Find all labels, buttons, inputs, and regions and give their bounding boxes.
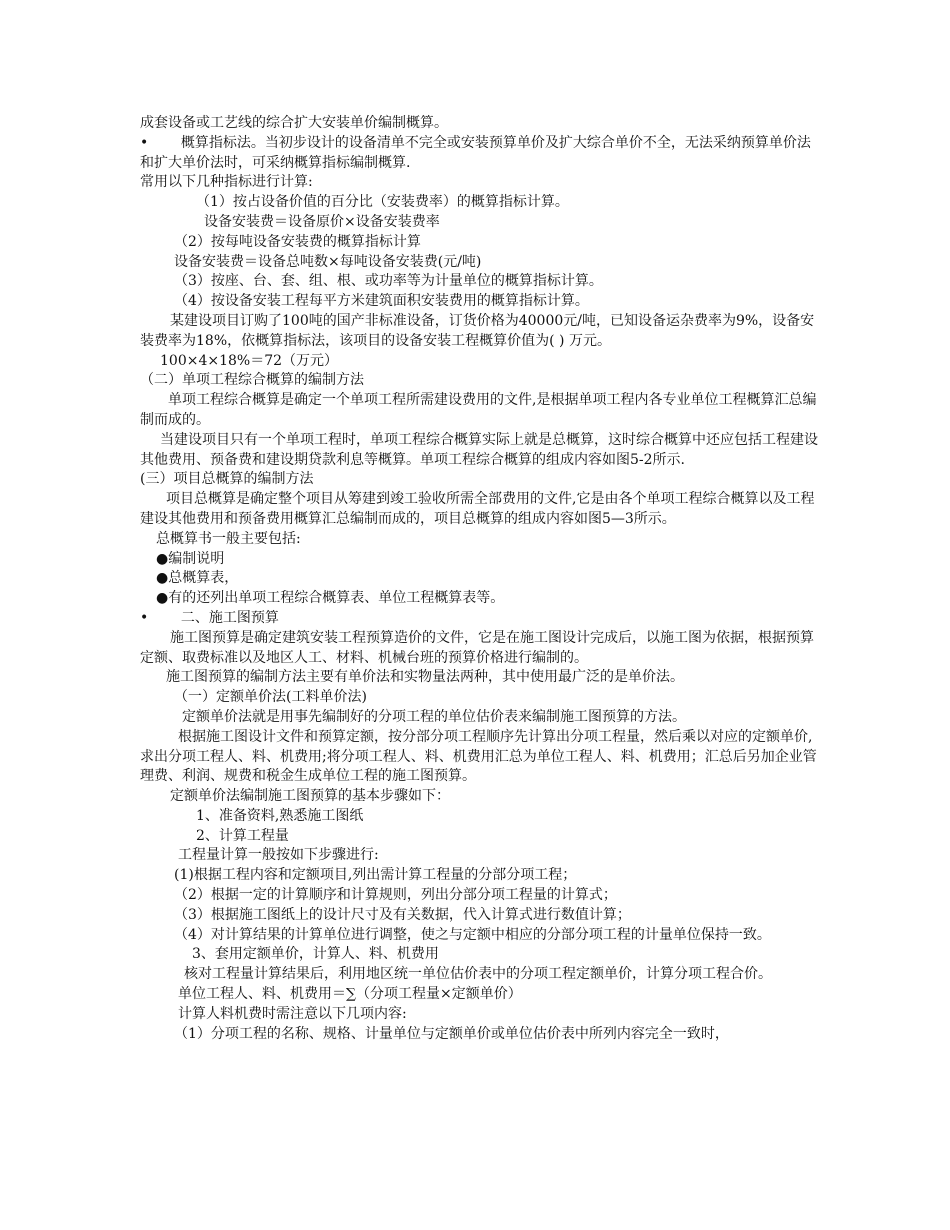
- document-paragraph: [140, 668, 820, 688]
- document-paragraph: [140, 173, 820, 193]
- document-paragraph: [140, 312, 820, 352]
- paragraph-text: 1、准备资料,熟悉施工图纸: [196, 807, 364, 824]
- paragraph-text: (三）项目总概算的编制方法: [140, 471, 314, 488]
- document-paragraph: [140, 371, 820, 391]
- paragraph-text: ●有的还列出单项工程综合概算表、单位工程概算表等。: [156, 590, 505, 607]
- document-paragraph: [140, 352, 820, 372]
- document-body: [140, 114, 820, 1044]
- paragraph-text: 3、套用定额单价，计算人、料、机费用: [192, 946, 439, 963]
- document-paragraph: [140, 391, 820, 431]
- document-paragraph: [140, 827, 820, 847]
- document-paragraph: [140, 926, 820, 946]
- paragraph-text: （1）分项工程的名称、规格、计量单位与定额单价或单位估价表中所列内容完全一致时，: [174, 1025, 729, 1042]
- document-paragraph: [140, 906, 820, 926]
- paragraph-text: （1）按占设备价值的百分比（安装费率）的概算指标计算。: [196, 194, 569, 211]
- paragraph-text: 总概算书一般主要包括:: [156, 530, 301, 547]
- bullet-marker: •: [140, 134, 149, 151]
- document-paragraph: [140, 431, 820, 471]
- paragraph-text: （一）定额单价法(工料单价法): [174, 689, 367, 706]
- paragraph-text: 概算指标法。当初步设计的设备清单不完全或安装预算单价及扩大综合单价不全，无法采纳预算单价法和扩大单价法时，可采纳概算指标编制概算.: [140, 134, 811, 171]
- document-paragraph: [140, 272, 820, 292]
- document-paragraph: [140, 589, 820, 609]
- paragraph-text: 定额单价法编制施工图预算的基本步骤如下：: [170, 788, 450, 805]
- paragraph-text: 计算人料机费时需注意以下几项内容:: [178, 1005, 407, 1022]
- document-paragraph: [140, 886, 820, 906]
- paragraph-text: ●编制说明: [156, 550, 225, 567]
- paragraph-text: （3）根据施工图纸上的设计尺寸及有关数据，代入计算式进行数值计算；: [174, 906, 631, 923]
- document-paragraph: [140, 629, 820, 669]
- paragraph-text: 当建设项目只有一个单项工程时，单项工程综合概算实际上就是总概算，这时综合概算中还应包括工程建设其他费用、预备费和建设期贷款利息等概算。单项工程综合概算的组成内容如图5-2所示.: [140, 431, 818, 468]
- document-paragraph: [140, 708, 820, 728]
- paragraph-text: 核对工程量计算结果后，利用地区统一单位估价表中的分项工程定额单价，计算分项工程合价。: [184, 966, 772, 983]
- paragraph-text: （4）对计算结果的计算单位进行调整，使之与定额中相应的分部分项工程的计量单位保持一致。: [174, 926, 771, 943]
- document-paragraph: [140, 866, 820, 886]
- bullet-marker: •: [140, 609, 149, 626]
- document-paragraph: [140, 965, 820, 985]
- paragraph-text: 2、计算工程量: [196, 827, 289, 844]
- paragraph-text: （二）单项工程综合概算的编制方法: [140, 372, 364, 389]
- paragraph-text: 定额单价法就是用事先编制好的分项工程的单位估价表来编制施工图预算的方法。: [182, 708, 686, 725]
- paragraph-text: （4）按设备安装工程每平方米建筑面积安装费用的概算指标计算。: [174, 293, 589, 310]
- document-paragraph: [140, 233, 820, 253]
- paragraph-text: （3）按座、台、套、组、根、或功率等为计量单位的概算指标计算。: [174, 273, 603, 290]
- document-paragraph: [140, 470, 820, 490]
- paragraph-text: 常用以下几种指标进行计算:: [140, 174, 313, 191]
- document-paragraph: [140, 530, 820, 550]
- paragraph-text: 成套设备或工艺线的综合扩大安装单价编制概算。: [140, 115, 448, 131]
- paragraph-text: 单位工程人、料、机费用＝∑（分项工程量×定额单价）: [178, 986, 522, 1003]
- paragraph-text: （2）按每吨设备安装费的概算指标计算: [174, 233, 421, 250]
- paragraph-text: 二、施工图预算: [180, 609, 279, 626]
- document-paragraph: [140, 609, 820, 629]
- document-paragraph: [140, 490, 820, 530]
- document-paragraph: [140, 569, 820, 589]
- document-paragraph: [140, 985, 820, 1005]
- document-paragraph: [140, 787, 820, 807]
- paragraph-text: (1)根据工程内容和定额项目,列出需计算工程量的分部分项工程；: [174, 867, 577, 884]
- paragraph-text: ●总概算表，: [156, 570, 239, 587]
- document-paragraph: [140, 688, 820, 708]
- document-paragraph: [140, 1025, 820, 1045]
- paragraph-text: 单项工程综合概算是确定一个单项工程所需建设费用的文件,是根据单项工程内各专业单位工程概算汇总编制而成的。: [140, 392, 817, 428]
- document-paragraph: [140, 945, 820, 965]
- document-paragraph: [140, 253, 820, 273]
- document-paragraph: [140, 292, 820, 312]
- document-paragraph: [140, 846, 820, 866]
- paragraph-text: （2）根据一定的计算顺序和计算规则，列出分部分项工程量的计算式；: [174, 887, 617, 904]
- paragraph-text: 施工图预算是确定建筑安装工程预算造价的文件，它是在施工图设计完成后，以施工图为依据，根据预算定额、取费标准以及地区人工、材料、机械台班的预算价格进行编制的。: [140, 629, 814, 666]
- document-paragraph: [140, 193, 820, 213]
- document-paragraph: [140, 807, 820, 827]
- document-paragraph: [140, 550, 820, 570]
- paragraph-text: 根据施工图设计文件和预算定额，按分部分项工程顺序先计算出分项工程量，然后乘以对应的定额单价,求出分项工程人、料、机费用;将分项工程人、料、机费用汇总为单位工程人、料、机费用；汇总后另加企业管理费、利润、规费和税金生成单位工程的施工图预算。: [140, 728, 817, 785]
- document-paragraph: [140, 213, 820, 233]
- document-paragraph: [140, 114, 820, 134]
- paragraph-text: 设备安装费＝设备原价×设备安装费率: [204, 213, 440, 230]
- document-paragraph: [140, 728, 820, 787]
- paragraph-text: 工程量计算一般按如下步骤进行:: [178, 847, 379, 864]
- document-paragraph: [140, 134, 820, 174]
- paragraph-text: 项目总概算是确定整个项目从筹建到竣工验收所需全部费用的文件,它是由各个单项工程综合概算以及工程建设其他费用和预备费用概算汇总编制而成的，项目总概算的组成内容如图5—3所示。: [140, 491, 815, 527]
- paragraph-text: 100×4×18%＝72（万元）: [160, 352, 339, 369]
- paragraph-text: 设备安装费＝设备总吨数×每吨设备安装费(元/吨): [174, 253, 482, 270]
- paragraph-text: 某建设项目订购了100吨的国产非标准设备，订货价格为40000元/吨，已知设备运杂费率为9%，设备安装费率为18%，依概算指标法，该项目的设备安装工程概算价值为( ) 万元。: [140, 312, 815, 349]
- paragraph-text: 施工图预算的编制方法主要有单价法和实物量法两种，其中使用最广泛的是单价法。: [166, 669, 684, 686]
- document-paragraph: [140, 1005, 820, 1025]
